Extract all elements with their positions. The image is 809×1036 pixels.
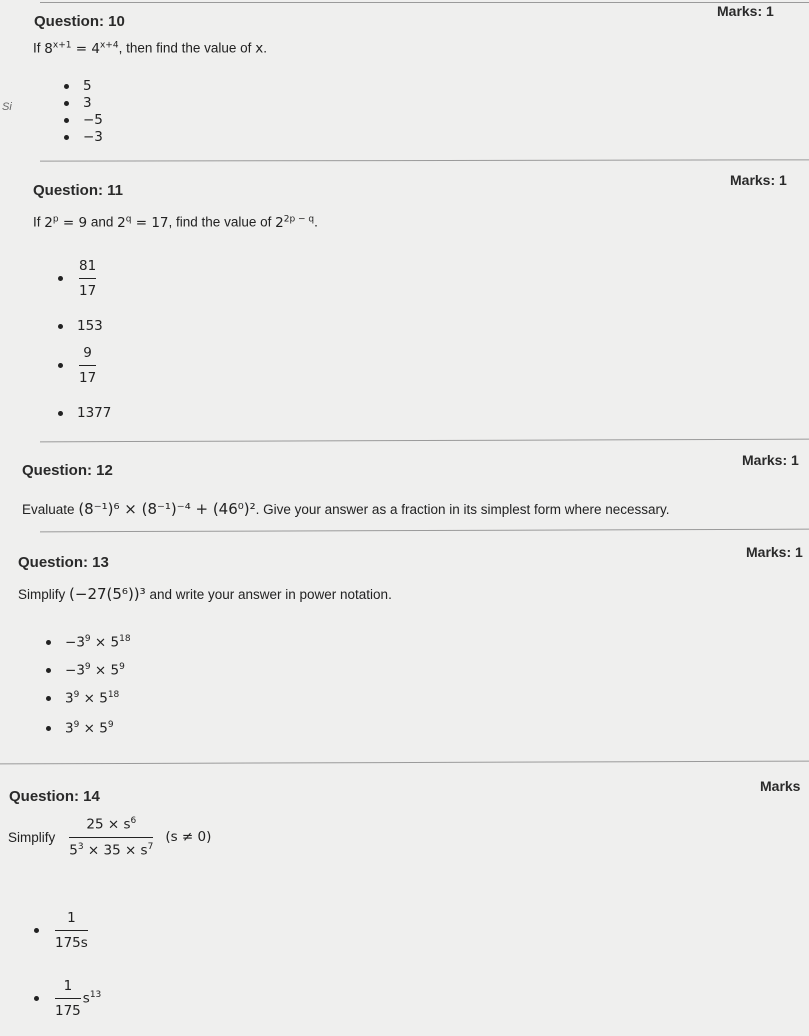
question-10-option-1[interactable]: 5 (64, 78, 92, 94)
expression: (8⁻¹)⁶ × (8⁻¹)⁻⁴ + (46⁰)² (78, 500, 256, 518)
question-11-title: Question: 11 (33, 182, 124, 199)
question-10-option-2[interactable]: 3 (64, 95, 92, 111)
question-11-option-2[interactable]: 153 (58, 318, 103, 334)
question-10-option-3[interactable]: −5 (64, 112, 103, 128)
question-14-prompt: Simplify $\frac{25 \times s^6}{5^3 \times 35 \times s^7}$ (s ≠ 0) (8, 816, 212, 858)
margin-stray-text: Si (2, 101, 12, 113)
divider-11 (40, 439, 809, 443)
question-12-prompt: Evaluate (8⁻¹)⁶ × (8⁻¹)⁻⁴ + (46⁰)². Give your answer as a fraction in its simplest form where necessary. (22, 500, 670, 518)
question-10-title: Question: 10 (34, 13, 125, 30)
question-11-option-3[interactable]: $\frac{9}{17}$ (58, 345, 98, 386)
question-13-prompt: Simplify (−27(5⁶))³ and write your answer in power notation. (18, 585, 392, 603)
question-11-option-4[interactable]: 1377 (58, 405, 111, 421)
question-13-option-2[interactable]: $-3^9 \times 5^9$ (46, 662, 125, 679)
question-10-marks: Marks: 1 (717, 3, 774, 19)
question-12-marks: Marks: 1 (742, 452, 799, 468)
question-14-title: Question: 14 (9, 788, 100, 805)
divider-top (40, 2, 809, 3)
divider-13 (0, 761, 809, 765)
question-11-option-1[interactable]: $\frac{81}{17}$ (58, 258, 98, 299)
question-13-marks: Marks: 1 (746, 544, 803, 560)
equation: $8^{x+1} = 4^{x+4}$ (44, 40, 119, 57)
question-13-option-1[interactable]: $-3^9 \times 5^{18}$ (46, 634, 131, 651)
question-11-prompt: If $2^p = 9$ and $2^q = 17$, find the value of $2^{2p - q}$. (33, 214, 318, 231)
question-11-marks: Marks: 1 (730, 172, 787, 188)
question-14-marks: Marks (760, 778, 801, 794)
question-12-title: Question: 12 (22, 462, 113, 479)
question-13-option-4[interactable]: $3^9 \times 5^9$ (46, 720, 114, 737)
question-14-option-1[interactable]: $\frac{1}{175s}$ (34, 910, 90, 951)
question-10-prompt: If $8^{x+1} = 4^{x+4}$, then find the value of x. (33, 40, 267, 57)
expression: (−27(5⁶))³ (69, 585, 146, 603)
divider-10 (40, 159, 809, 161)
fraction-expression: $\frac{25 \times s^6}{5^3 \times 35 \times s^7}$ (69, 816, 154, 858)
question-14-option-2[interactable]: $\frac{1}{175}$ $s^{13}$ (34, 978, 101, 1019)
question-10-option-4[interactable]: −3 (64, 129, 103, 145)
question-13-option-3[interactable]: $3^9 \times 5^{18}$ (46, 690, 119, 707)
question-13-title: Question: 13 (18, 554, 109, 571)
divider-12 (40, 529, 809, 533)
